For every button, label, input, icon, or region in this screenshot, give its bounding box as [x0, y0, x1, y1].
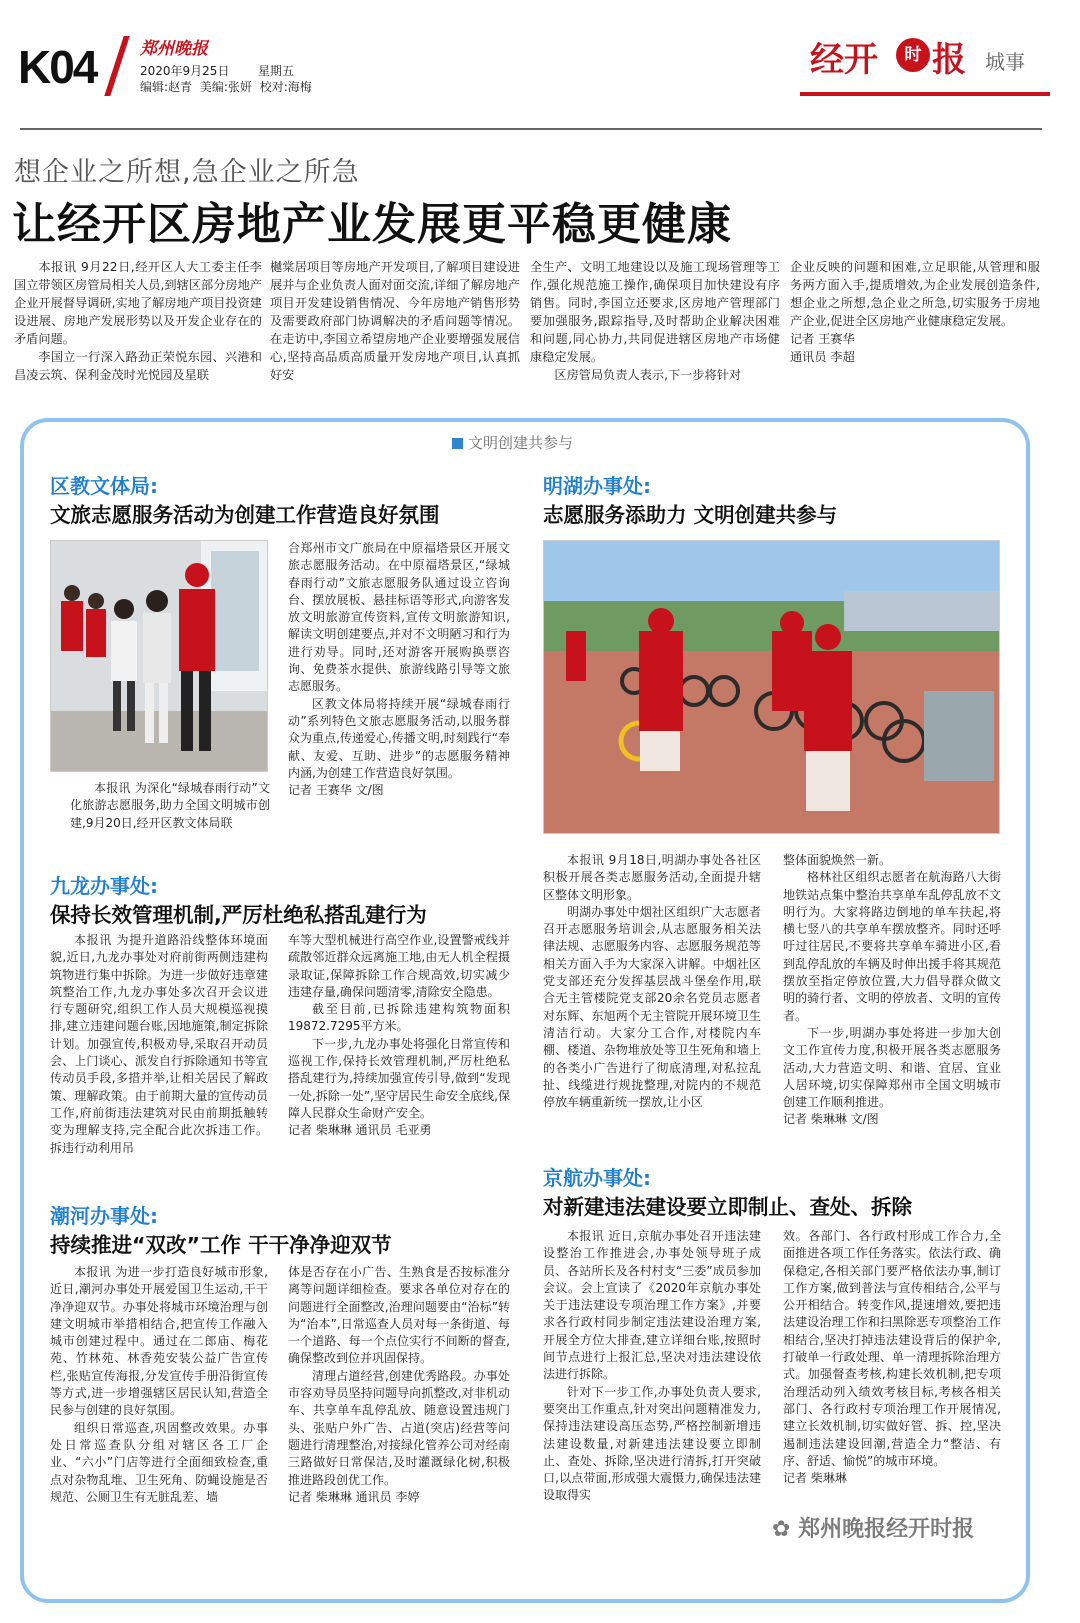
lead-column-1	[14, 258, 262, 384]
section-brand	[810, 32, 1050, 82]
article-title: 文旅志愿服务活动为创建工作营造良好氛围	[50, 503, 440, 527]
paragraph: 截至目前,已拆除违建构筑物面积19872.7295平方米。	[288, 1002, 510, 1034]
article-2-column-1	[543, 852, 761, 1111]
masthead-slash	[104, 36, 129, 96]
brand-dot: 时	[896, 38, 930, 72]
dept-name: 明湖办事处:	[543, 474, 651, 498]
paragraph: 合郑州市文广旅局在中原福塔景区开展文旅志愿服务活动。在中原福塔景区,“绿城春雨行动”文旅志愿服务队通过设立咨询台、摆放展板、悬挂标语等形式,向游客发放文明旅游宣传资料,宣传文明旅游知识,解读文明创建要点,并对不文明陋习和行为进行劝导。同时,还对游客开展购换票咨询、免费茶水提供、旅游线路引导等文旅志愿服务。	[288, 541, 510, 694]
paragraph: 组织日常巡查,巩固整改效果。办事处日常巡查队分组对辖区各工厂企业、“六小”门店等进行全面细致检查,重点对杂物乱堆、卫生死角、防蝇设施是否规范、公厕卫生有无脏乱差、墙	[50, 1420, 268, 1504]
paragraph: 体是否存在小广告、生熟食是否按标准分离等问题详细检查。要求各单位对存在的问题进行全面整改,治理问题要由“治标”转为“治本”,日常巡查人员对每一条街道、每一个道路、每一个点位实行不间断的督查,确保整改到位并巩固保持。	[288, 1265, 510, 1366]
article-1-body	[288, 540, 510, 799]
byline: 记者 柴琳琳 通讯员 毛亚勇	[288, 1123, 432, 1138]
paragraph: 本报讯 近日,京航办事处召开违法建设整治工作推进会,办事处领导班子成员、各站所长及各村村支“三委”成员参加会议。会上宣读了《2020年京航办事处关于违法建设专项治理工作方案》,并要求各行政村同步制定违法建设治理方案,开展全方位大排查,建立详细台账,按照时间节点进行上报汇总,坚决对违法建设依法进行拆除。	[543, 1229, 761, 1382]
paragraph: 本报讯 为提升道路沿线整体环境面貌,近日,九龙办事处对府前街两侧违建构筑物进行集中拆除。为进一步做好违章建筑整治工作,九龙办事处多次召开会议进行专题研究,组织工作人员大规模巡视摸排,建立违建问题台账,因地施策,制定拆除计划。加强宣传,积极劝导,采取召开动员会、上门谈心、派发自行拆除通知书等宣传动员手段,多措并举,让相关居民了解政策、理解政策。由于前期大量的宣传动员工作,府前街违法建筑对民由前期抵触转变为理解支持,完全配合此次拆违工作。拆违行动利用吊	[50, 933, 268, 1155]
wechat-icon: ✿	[772, 1517, 791, 1542]
article-2-column-2	[783, 852, 1001, 1129]
paragraph: 李国立一行深入路劲正荣悦东园、兴港和昌凌云筑、保利金茂时光悦园及星联	[14, 350, 262, 382]
lead-headline: 让经开区房地产业发展更平稳更健康	[12, 199, 732, 250]
lead-column-4	[790, 258, 1040, 366]
article-3-column-1	[50, 932, 268, 1157]
issue-date: 2020年9月25日	[140, 64, 230, 78]
paragraph: 本报讯 9月18日,明湖办事处各社区积极开展各类志愿服务活动,全面提升辖区整体文明形象。	[543, 853, 761, 902]
watermark-text: 郑州晚报经开时报	[798, 1517, 975, 1542]
article-4-column-1	[543, 1228, 761, 1505]
article-5-column-1	[50, 1264, 268, 1506]
paragraph: 企业反映的问题和困难,立足职能,从管理和服务两方面入手,提质增效,为企业发展创造条件,想企业之所想,急企业之所急,切实服务于房地产企业,促进全区房地产业健康稳定发展。	[790, 260, 1040, 328]
wechat-watermark	[772, 1512, 974, 1543]
byline: 记者 柴琳琳	[783, 1471, 847, 1486]
dept-name: 京航办事处:	[543, 1166, 651, 1190]
byline: 记者 柴琳琳 文/图	[783, 1112, 879, 1127]
paragraph: 区教文体局将持续开展“绿城春雨行动”系列特色文旅志愿服务活动,以服务群众为重点,传递爱心,传播文明,时刻践行“奉献、友爱、互助、进步”的志愿服务精神内涵,为创建工作营造良好氛围。	[288, 696, 510, 780]
photo-caption	[70, 780, 270, 832]
photo-illustration	[51, 541, 268, 772]
brand-left: 经开	[810, 40, 878, 80]
lead-kicker: 想企业之所想,急企业之所急	[14, 157, 360, 188]
paragraph: 效。各部门、各行政村形成工作合力,全面推进各项工作任务落实。依法行政、确保稳定,各相关部门要严格依法办事,制订工作方案,做到普法与宣传相结合,公平与公开相结合。转变作风,提速增效,要把违法建设治理工作和扫黑除恶专项整治工作相结合,坚决打掉违法建设背后的保护伞,打破单一行政处理、单一清理拆除治理方式。加强督查考核,构建长效机制,把专项治理活动列入绩效考核目标,考核各相关部门、各行政村专项治理工作开展情况,建立长效机制,切实做好管、拆、控,坚决遏制违法建设回潮,营造全力“整洁、有序、舒适、愉悦”的城市环境。	[783, 1229, 1001, 1468]
paragraph: 清理占道经营,创建优秀路段。办事处市容劝导员坚持问题导向抓整改,对非机动车、共享单车乱停乱放、随意设置违规门头、张贴户外广告、占道(突店)经营等问题进行清理整治,对接绿化管养公司对经南三路做好日常保洁,及时灌溉绿化树,积极推进路段创优工作。	[288, 1368, 510, 1487]
designer: 美编:张妍	[199, 80, 252, 94]
paragraph: 整体面貌焕然一新。	[783, 853, 892, 867]
paragraph: 本报讯 为深化“绿城春雨行动”文化旅游志愿服务,助力全国文明城市创建,9月20日,经开区教文体局联	[70, 781, 270, 830]
paragraph: 明湖办事处中烟社区组织广大志愿者召开志愿服务培训会,从志愿服务相关法律法规、志愿服务内容、志愿服务规范等相关方面入手为大家深入讲解。中烟社区党支部还充分发挥基层战斗堡垒作用,联合无主管楼院党支部20余名党员志愿者对东辉、东旭两个无主管院开展环境卫生清洁行动。大家分工合作,对楼院内车棚、楼道、杂物堆放处等卫生死角和墙上的各类小广告进行了彻底清理,对私拉乱扯、线缆进行规拢整理,对院内的不规范停放车辆重新统一摆放,让小区	[543, 904, 761, 1110]
paragraph: 本报讯 9月22日,经开区人大工委主任李国立带领区房管局相关人员,到辖区部分房地产企业开展督导调研,实地了解房地产项目投资建设进展、房地产发展形势以及开发企业存在的矛盾问题。	[14, 260, 262, 346]
lead-column-2	[270, 258, 520, 384]
byline: 记者 王赛华	[790, 332, 855, 346]
article-5-column-2	[288, 1264, 510, 1506]
dept-name: 潮河办事处:	[50, 1204, 158, 1228]
paragraph: 樾棠居项目等房地产开发项目,了解项目建设进展并与企业负责人面对面交流,详细了解房地产项目开发建设销售情况、今年房地产销售形势及需要政府部门协调解决的矛盾问题等情况。在走访中,李国立希望房地产企业要增强发展信心,坚持高品质高质量开发房地产项目,认真抓好安	[270, 260, 520, 382]
section-label: 文明创建共参与	[452, 432, 573, 453]
page-code: K04	[18, 41, 97, 93]
article-4-column-2	[783, 1228, 1001, 1487]
byline: 记者 柴琳琳 通讯员 李婷	[288, 1489, 420, 1504]
dept-name: 九龙办事处:	[50, 874, 158, 898]
paragraph: 格林社区组织志愿者在航海路八大街地铁站点集中整治共享单车乱停乱放不文明行为。大家将路边倒地的单车扶起,将横七竖八的共享单车摆放整齐。同时还呼吁过往居民,不要将共享单车骑进小区,看到乱停乱放的车辆及时伸出援手将其规范摆放至指定停放位置,大力倡导群众做文明的骑行者、文明的停放者、文明的宣传者。	[783, 870, 1001, 1023]
article-title: 保持长效管理机制,严厉杜绝私搭乱建行为	[50, 903, 427, 927]
photo-illustration	[544, 541, 1000, 834]
paragraph: 下一步,明湖办事处将进一步加大创文工作宣传力度,积极开展各类志愿服务活动,大力营造文明、和谐、宜居、宜业人居环境,切实保障郑州市全国文明城市创建工作顺利推进。	[783, 1025, 1001, 1110]
photo-volunteers-booth	[50, 540, 268, 772]
article-title: 志愿服务添助力 文明创建共参与	[543, 503, 838, 527]
paragraph: 区房管局负责人表示,下一步将针对	[554, 368, 742, 382]
article-3-column-2	[288, 932, 510, 1140]
article-title: 持续推进“双改”工作 干干净净迎双节	[50, 1233, 392, 1257]
photo-shared-bikes	[543, 540, 1000, 834]
brand-right: 报	[932, 40, 966, 80]
paragraph: 下一步,九龙办事处将强化日常宣传和巡视工作,保持长效管理机制,严厉杜绝私搭乱建行为,持续加强宣传引导,做到“发现一处,拆除一处”,坚守居民生命安全底线,保障人民群众生命财产安全。	[288, 1036, 510, 1120]
brand-rule	[800, 92, 1050, 96]
section-name: 城事	[985, 50, 1025, 74]
lead-column-3	[530, 258, 780, 384]
byline: 通讯员 李超	[790, 350, 855, 364]
paragraph: 车等大型机械进行高空作业,设置警戒线并疏散邻近群众远离施工地,由无人机全程摄录取证,保障拆除工作合规高效,切实减少违建存量,确保问题清零,清除安全隐患。	[288, 933, 510, 999]
proofreader: 校对:海梅	[259, 80, 312, 94]
paragraph: 针对下一步工作,办事处负责人要求,要突出工作重点,针对突出问题精准发力,保持违法建设高压态势,严格控制新增违法建设数量,对新建违法建设要立即制止、查处、拆除,坚决进行清拆,打开突破口,以点带面,形成强大震慑力,确保违法建设取得实	[543, 1384, 761, 1503]
byline: 记者 王赛华 文/图	[288, 783, 384, 798]
paragraph: 全生产、文明工地建设以及施工现场管理等工作,强化规范施工操作,确保项目加快建设有序销售。同时,李国立还要求,区房地产管理部门要加强服务,跟踪指导,及时帮助企业解决困难和问题,同心协力,共同促进辖区房地产市场健康稳定发展。	[530, 260, 780, 364]
masthead-rule	[20, 128, 1042, 130]
paper-name: 郑州晚报	[140, 39, 208, 59]
editor-credits	[140, 78, 316, 95]
masthead	[10, 28, 1070, 104]
paragraph: 本报讯 为进一步打造良好城市形象,近日,潮河办事处开展爱国卫生运动,干干净净迎双节。办事处将城市环境治理与创建文明城市举措相结合,把宣传工作融入城市创建过程中。通过在二郎庙、梅花苑、竹林苑、林香苑安装公益广告宣传栏,张贴宣传海报,分发宣传手册沿街宣传等方式,进一步增强辖区居民认知,营造全民参与创建的良好氛围。	[50, 1265, 268, 1418]
dept-name: 区教文体局:	[50, 474, 158, 498]
issue-weekday: 星期五	[258, 64, 295, 78]
article-title: 对新建违法建设要立即制止、查处、拆除	[543, 1195, 912, 1219]
editor: 编辑:赵青	[140, 80, 193, 94]
